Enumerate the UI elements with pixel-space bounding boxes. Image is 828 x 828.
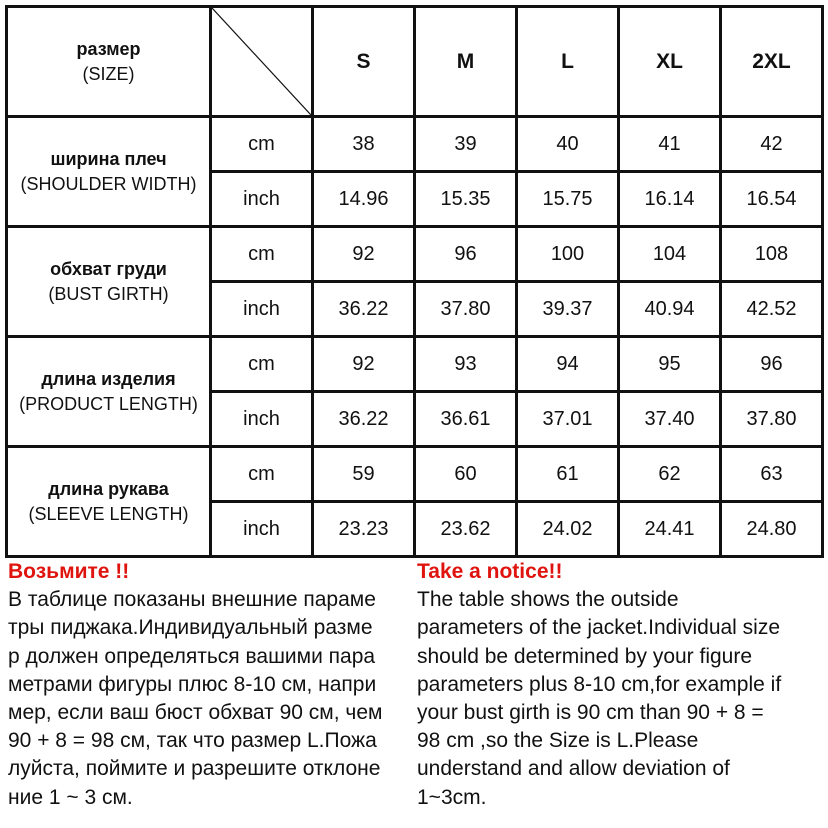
diagonal-corner-cell [211,7,313,117]
notice-line: 1~3cm. [417,785,487,809]
value-cell-s: 14.96 [313,172,415,227]
param-name-ru: обхват груди [50,258,167,279]
notice-line: understand and allow deviation of [417,757,730,781]
param-name-en: (SHOULDER WIDTH) [20,173,197,194]
notice-line: 98 cm ,so the Size is L.Please [417,729,699,753]
unit-cell: cm [211,117,313,172]
value-cell-m: 96 [415,227,517,282]
notice-body-ru [8,586,410,812]
size-label-en: (SIZE) [82,63,135,84]
unit-cell: cm [211,337,313,392]
value-cell-l: 94 [517,337,619,392]
value-cell-m: 15.35 [415,172,517,227]
size-header-xl: XL [619,7,721,117]
param-name-cell [7,117,211,227]
value-cell-2xl: 42.52 [721,282,823,337]
value-cell-2xl: 24.80 [721,502,823,557]
param-name-en: (BUST GIRTH) [48,283,169,304]
table-row [7,117,823,172]
value-cell-l: 39.37 [517,282,619,337]
notice-line: В таблице показаны внешние параме [8,588,376,612]
size-header-s: S [313,7,415,117]
size-header-2xl: 2XL [721,7,823,117]
value-cell-xl: 16.14 [619,172,721,227]
param-name-ru: ширина плеч [50,148,167,169]
value-cell-2xl: 42 [721,117,823,172]
notice-line: parameters of the jacket.Individual size [417,616,781,640]
notice-english [417,558,822,812]
value-cell-s: 38 [313,117,415,172]
value-cell-l: 61 [517,447,619,502]
notice-line: мер, если ваш бюст обхват 90 см, чем [8,701,383,725]
value-cell-xl: 104 [619,227,721,282]
value-cell-s: 59 [313,447,415,502]
notice-line: тры пиджака.Индивидуальный разме [8,616,373,640]
diagonal-line [212,8,311,115]
value-cell-l: 40 [517,117,619,172]
value-cell-l: 15.75 [517,172,619,227]
param-name-ru: длина рукава [48,478,169,499]
notice-russian [8,558,410,812]
value-cell-s: 36.22 [313,392,415,447]
notice-title-en: Take a notice!! [417,560,563,583]
value-cell-2xl: 108 [721,227,823,282]
unit-cell: inch [211,502,313,557]
param-name-cell [7,337,211,447]
table-row [7,337,823,392]
size-chart-table [5,5,824,558]
value-cell-m: 37.80 [415,282,517,337]
notice-line: метрами фигуры плюс 8-10 см, напри [8,672,377,696]
value-cell-xl: 95 [619,337,721,392]
notice-title-ru: Возьмите !! [8,560,130,583]
unit-cell: inch [211,172,313,227]
value-cell-2xl: 63 [721,447,823,502]
value-cell-m: 36.61 [415,392,517,447]
size-label-ru: размер [76,38,141,59]
unit-cell: cm [211,447,313,502]
param-name-cell [7,227,211,337]
value-cell-xl: 62 [619,447,721,502]
notice-line: ние 1 ~ 3 см. [8,785,133,809]
value-cell-2xl: 96 [721,337,823,392]
value-cell-xl: 37.40 [619,392,721,447]
value-cell-xl: 40.94 [619,282,721,337]
notice-line: 90 + 8 = 98 см, так что размер L.Пожа [8,729,377,753]
value-cell-xl: 24.41 [619,502,721,557]
param-name-ru: длина изделия [41,368,176,389]
value-cell-l: 24.02 [517,502,619,557]
param-name-en: (SLEEVE LENGTH) [28,503,189,524]
param-name-en: (PRODUCT LENGTH) [19,393,198,414]
unit-cell: cm [211,227,313,282]
value-cell-l: 100 [517,227,619,282]
notice-line: your bust girth is 90 cm than 90 + 8 = [417,701,764,725]
size-header-row [7,7,823,117]
param-name-cell [7,447,211,557]
notice-body-en [417,586,822,812]
unit-cell: inch [211,282,313,337]
value-cell-l: 37.01 [517,392,619,447]
value-cell-m: 60 [415,447,517,502]
value-cell-2xl: 16.54 [721,172,823,227]
value-cell-s: 23.23 [313,502,415,557]
notice-line: The table shows the outside [417,588,679,612]
unit-cell: inch [211,392,313,447]
notice-line: луйста, поймите и разрешите отклоне [8,757,381,781]
value-cell-xl: 41 [619,117,721,172]
table-row [7,447,823,502]
notice-line: р должен определяться вашими пара [8,644,376,668]
value-cell-s: 36.22 [313,282,415,337]
table-row [7,227,823,282]
value-cell-2xl: 37.80 [721,392,823,447]
value-cell-s: 92 [313,337,415,392]
value-cell-m: 93 [415,337,517,392]
size-header-cell [7,7,211,117]
value-cell-m: 39 [415,117,517,172]
value-cell-s: 92 [313,227,415,282]
notice-line: should be determined by your figure [417,644,753,668]
notice-line: parameters plus 8-10 cm,for example if [417,672,782,696]
size-header-l: L [517,7,619,117]
size-header-m: M [415,7,517,117]
value-cell-m: 23.62 [415,502,517,557]
